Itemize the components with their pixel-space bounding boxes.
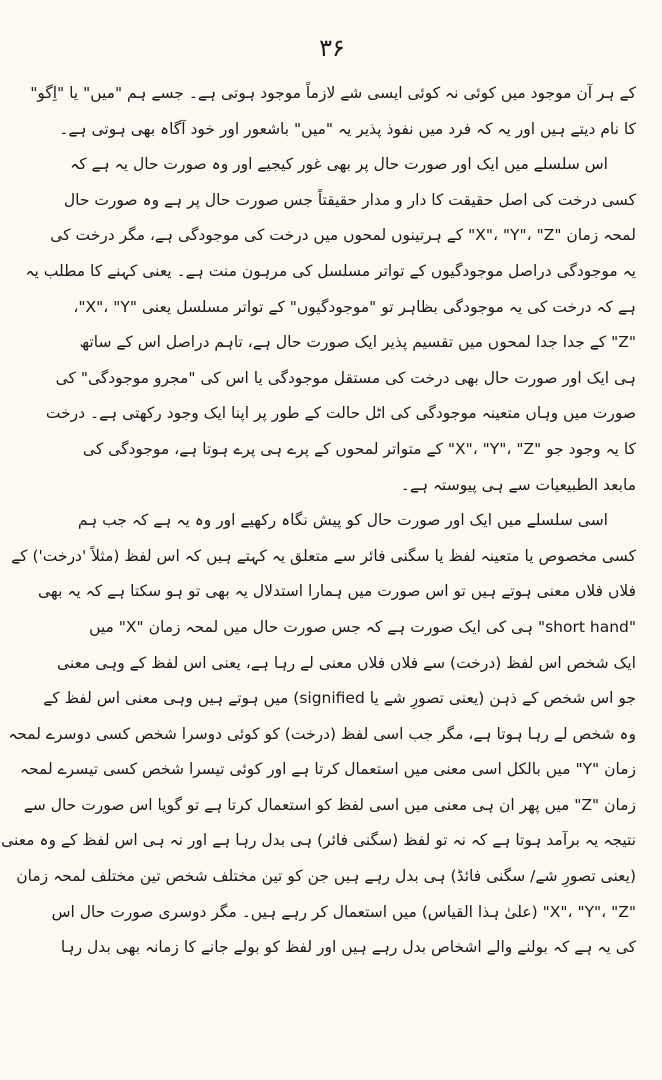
paragraph-start-line: اس سلسلے میں ایک اور صورت حال پر بھی غور کیجیے اور وہ صورت حال یہ ہے کہ (70, 155, 608, 174)
text-line: فلاں فلاں معنی ہوتے ہیں تو اس صورت میں ہمارا استدلال یہ بھی تو ہو سکتا ہے کہ یہ بھی (38, 582, 636, 601)
text-line: ہے کہ درخت کی یہ موجودگی بظاہر تو "موجودگیوں" کے تواتر مسلسل یعنی "X"، "Y"، (73, 297, 636, 316)
text-line: "X"، "Y"، "Z" (علیٰ ہذا القیاس) میں استعمال کر رہے ہیں۔ مگر دوسری صورت حال اس (51, 902, 636, 921)
text-line: مابعد الطبیعیات سے ہی پیوستہ ہے۔ (400, 475, 636, 494)
text-line: کسی درخت کی اصل حقیقت کا دار و مدار حقیقتاً جس صورت حال پر ہے وہ صورت حال (63, 190, 636, 209)
text-line: کے ہر آن موجود میں کوئی نہ کوئی ایسی شے لازماً موجود ہوتی ہے۔ جسے ہم "میں" یا "اِگو" (30, 84, 636, 102)
text-line: صورت میں وہاں متعینہ موجودگی کی اٹل حالت کے طور پر اپنا ایک وجود رکھتی ہے۔ درخت (45, 404, 636, 423)
text-line: زمان "Y" میں بالکل اسی معنی میں استعمال کرتا ہے اور کوئی تیسرا شخص کسی تیسرے لمحہ (19, 760, 636, 779)
text-line: یہ موجودگی دراصل موجودگیوں کے تواتر مسلسل کی مرہون منت ہے۔ یعنی کہنے کا مطلب یہ (25, 261, 636, 280)
text-line: کا نام دیتے ہیں اور یہ کہ فرد میں نفوذ پذیر یہ "میں" باشعور اور خود آگاہ بھی ہوتی ہے۔ (59, 119, 636, 138)
text-line: نتیجہ یہ برآمد ہوتا ہے کہ نہ تو لفظ (سگنی فائر) ہی بدل رہا ہے اور نہ ہی اس لفظ کے وہ معنی (1, 831, 636, 850)
text-line: کسی مخصوص یا متعینہ لفظ یا سگنی فائر سے متعلق یہ کہتے ہیں کہ اس لفظ (مثلاً 'درخت') کے (11, 546, 636, 565)
text-line: "short hand" ہی کی ایک صورت ہے کہ جس صورت حال میں لمحہ زمان "X" میں (89, 617, 636, 636)
text-line: ایک شخص اس لفظ (درخت) سے فلاں فلاں معنی لے رہا ہے، یعنی اس لفظ کے وہی معنی (56, 653, 636, 672)
page-number: ۳۶ (319, 34, 345, 62)
body-text (1, 76, 636, 966)
text-line: ہی ایک اور صورت حال بھی درخت کی مستقل موجودگی یا اس کی "مجرو موجودگی" کی (55, 368, 636, 387)
text-line: "Z" کے جدا جدا لمحوں میں تقسیم پذیر ایک صورت حال ہے، تاہم دراصل اس کے ساتھ (79, 333, 636, 352)
text-line: وہ شخص لے رہا ہوتا ہے، مگر جب اسی لفظ (درخت) کو کوئی دوسرا شخص کسی دوسرے لمحہ (8, 724, 636, 743)
text-line: زمان "Z" میں پھر ان ہی معنی میں اسی لفظ کو استعمال کرتا ہے تو گویا اس صورت حال سے (23, 795, 636, 814)
paragraph-start-line: اسی سلسلے میں ایک اور صورت حال کو پیش نگاہ رکھیے اور وہ یہ ہے کہ جب ہم (77, 511, 608, 530)
text-line: (یعنی تصورِ شے/ سگنی فائڈ) ہی بدل رہے ہیں جن کو تین مختلف شخص تین مختلف لمحہ زمان (16, 867, 636, 886)
text-line: جو اس شخص کے ذہن (یعنی تصورِ شے یا signified) میں ہوتے ہیں وہی معنی اس لفظ کے (43, 689, 636, 708)
text-line: کا یہ وجود جو "X"، "Y"، "Z" کے متواتر لمحوں کے پرے ہی پرے ہوتا ہے، موجودگی کی (82, 439, 636, 458)
text-line: کی یہ ہے کہ بولنے والے اشخاص بدل رہے ہیں اور لفظ کو بولے جانے کا زمانہ بھی بدل رہا (60, 938, 636, 957)
text-line: لمحہ زمان "X"، "Y"، "Z" کے ہرتینوں لمحوں میں درخت کی موجودگی ہے، مگر درخت کی (50, 226, 636, 245)
